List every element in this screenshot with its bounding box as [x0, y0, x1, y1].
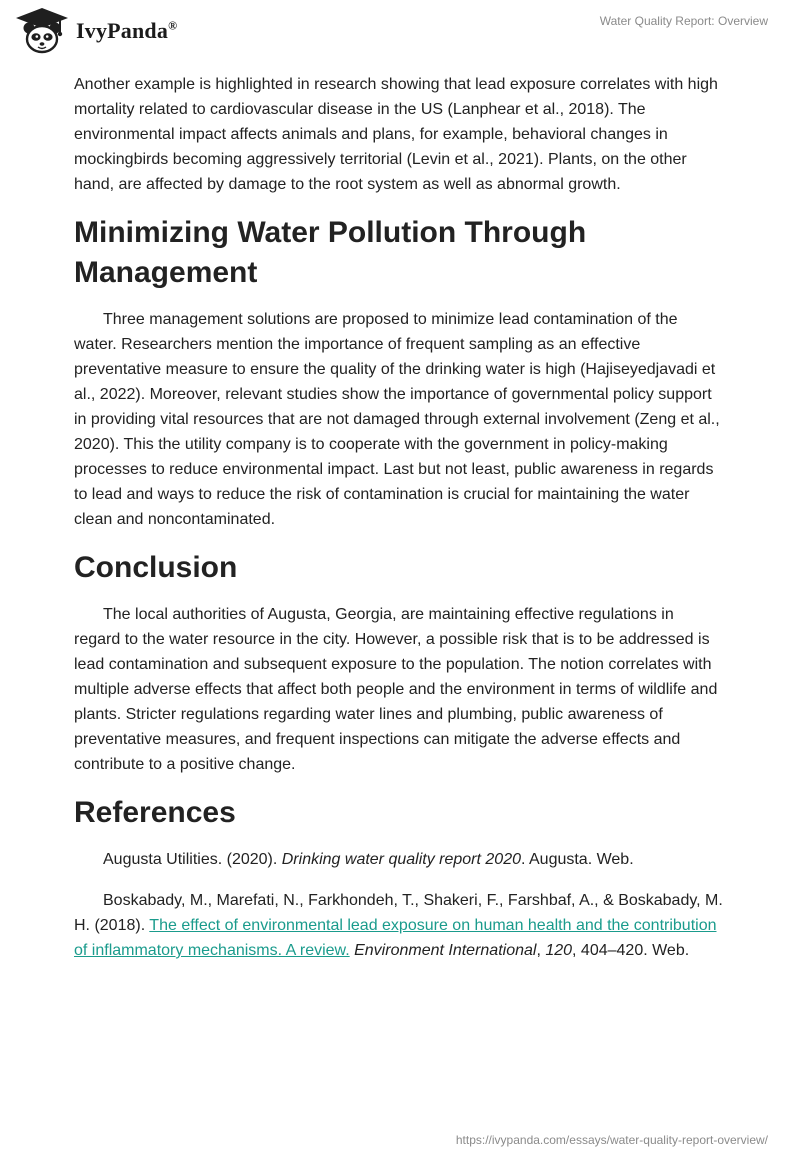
reference-item — [74, 888, 724, 963]
document-title: Water Quality Report: Overview — [599, 14, 768, 28]
reference-journal: Environment International — [354, 942, 537, 959]
logo-wordmark: IvyPanda® — [76, 18, 178, 43]
heading-references: References — [74, 796, 236, 829]
reference-title: Drinking water quality report 2020 — [281, 851, 521, 868]
intro-paragraph: Another example is highlighted in research showing that lead exposure correlates with high mortality related to cardiovascular disease in the US (Lanphear et al., 2018). The environmental impact affects animals and plans, for example, behavioral changes in mockingbirds becoming aggressively territorial (Levin et al., 2021). Plants, on the other hand, are affected by damage to the root system as well as abnormal growth. — [74, 76, 718, 193]
reference-separator: , — [536, 942, 546, 959]
reference-source: . Augusta. Web. — [520, 851, 634, 868]
reference-volume: 120 — [545, 942, 573, 959]
essay-body — [74, 72, 724, 979]
ivypanda-logo[interactable] — [14, 6, 177, 56]
reference-authors: Augusta Utilities. (2020). — [103, 851, 282, 868]
conclusion-paragraph: The local authorities of Augusta, Georgia, are maintaining effective regulations in regard to the water resource in the city. However, a possible risk that is to be addressed is lead contamination and subsequent exposure to the population. The notion correlates with multiple adverse effects that affect both people and the environment in terms of wildlife and plants. Stricter regulations regarding water lines and plumbing, public awareness of preventative measures, and frequent inspections can mitigate the adverse effects and contribute to a positive change. — [74, 606, 718, 773]
reference-authors: Boskabady, M., Marefati, N., Farkhondeh, T., Shakeri, F., Farshbaf, A., & Boskabady, M. H. (2018). — [74, 892, 723, 934]
reference-link[interactable]: The effect of environmental lead exposure on human health and the contribution of inflammatory mechanisms. A review. — [74, 917, 717, 959]
heading-management: Minimizing Water Pollution Through Management — [74, 216, 587, 289]
heading-conclusion: Conclusion — [74, 551, 238, 584]
source-url[interactable]: https://ivypanda.com/essays/water-quality-report-overview/ — [455, 1133, 768, 1147]
reference-pages: , 404–420. Web. — [572, 942, 690, 959]
management-paragraph: Three management solutions are proposed to minimize lead contamination of the water. Researchers mention the importance of frequent sampling as an effective preventative measure to ensure the quality of the drinking water is high (Hajiseyedjavadi et al., 2022). Moreover, relevant studies show the importance of governmental policy support in providing vital resources that are not damaged through external involvement (Zeng et al., 2020). This the utility company is to cooperate with the government in policy-making processes to reduce environmental impact. Last but not least, public awareness in regards to lead and ways to reduce the risk of contamination is crucial for maintaining the water clean and noncontaminated. — [74, 311, 720, 528]
registered-mark: ® — [168, 18, 178, 33]
page-header — [0, 0, 800, 64]
reference-item — [74, 847, 724, 872]
panda-graduate-icon — [14, 6, 70, 56]
